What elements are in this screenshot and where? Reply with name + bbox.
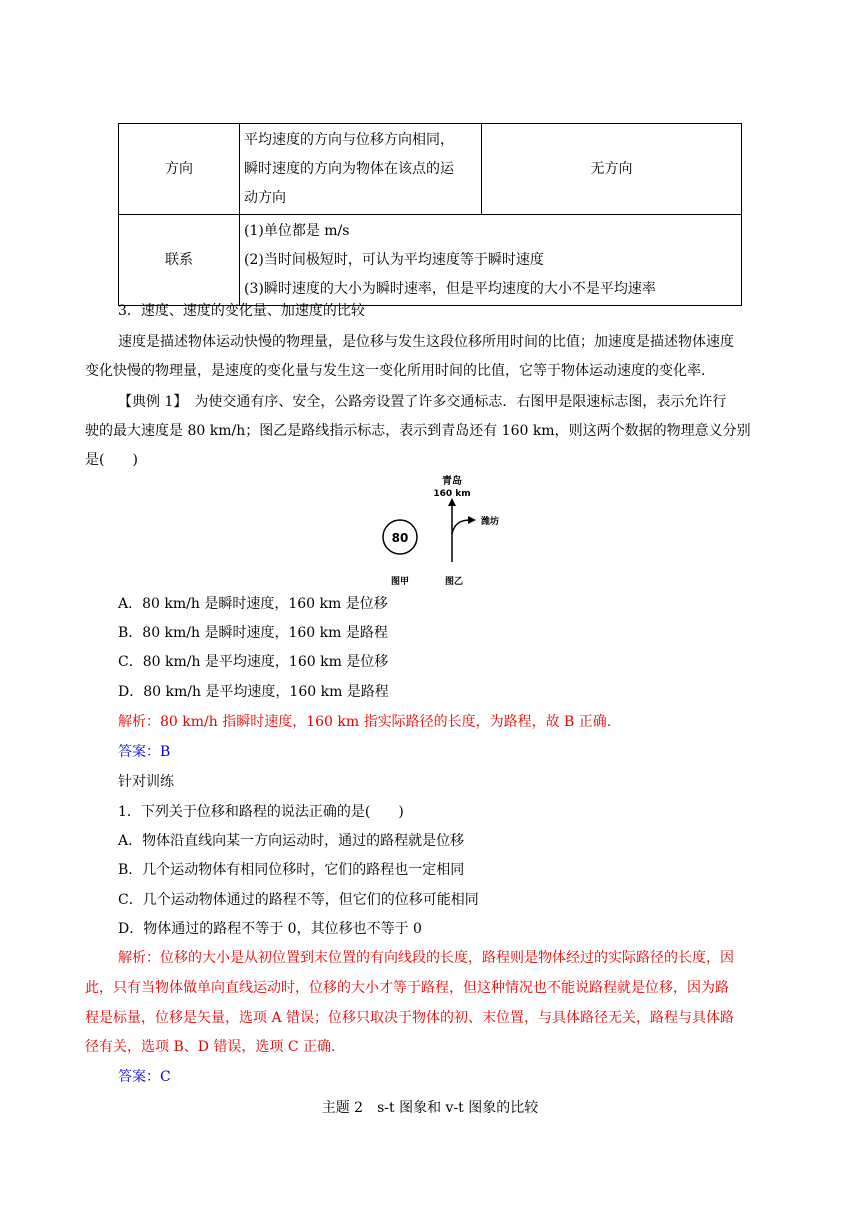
example-line: 【典例 1】 为使交通有序、安全，公路旁设置了许多交通标志．右图甲是限速标志图，表示允许行: [118, 394, 727, 410]
answer-text: 答案：C: [118, 1069, 171, 1085]
cell-line: (2)当时间极短时，可认为平均速度等于瞬时速度: [244, 251, 544, 268]
table-row: [119, 124, 742, 215]
table-cell: [240, 215, 742, 306]
speed-limit-value: 80: [391, 531, 409, 545]
topic-heading: 主题 2 s-t 图象和 v-t 图象的比较: [321, 1100, 539, 1116]
practice-question: 1．下列关于位移和路程的说法正确的是( ): [118, 804, 404, 820]
option-d: D．80 km/h 是平均速度，160 km 是路程: [118, 684, 389, 700]
table-cell: [240, 124, 482, 215]
paragraph-line: 速度是描述物体运动快慢的物理量，是位移与发生这段位移所用时间的比值；加速度是描述物体速度: [118, 334, 734, 350]
cell-line: (1)单位都是 m/s: [244, 222, 350, 239]
table-cell: 无方向: [482, 124, 742, 215]
example-line: 驶的最大速度是 80 km/h；图乙是路线指示标志，表示到青岛还有 160 km，则这两个数据的物理意义分别: [85, 423, 751, 439]
arrow-right-icon: [468, 516, 476, 524]
paragraph-line: 变化快慢的物理量，是速度的变化量与发生这一变化所用时间的比值，它等于物体运动速度的变化率．: [85, 363, 715, 379]
branch-route: [452, 520, 470, 534]
destination-distance: 160 km: [433, 489, 471, 499]
arrow-up-icon: [448, 498, 456, 506]
analysis-line: 径有关，选项 B、D 错误，选项 C 正确.: [85, 1039, 336, 1055]
branch-name: 潍坊: [481, 517, 500, 527]
answer-text: 答案：B: [118, 744, 171, 760]
cell-line: 平均速度的方向与位移方向相同，: [244, 131, 454, 148]
row-header-direction: 方向: [119, 124, 240, 215]
option-d: D．物体通过的路程不等于 0，其位移也不等于 0: [118, 921, 422, 937]
analysis-line: 此，只有当物体做单向直线运动时，位移的大小才等于路程，但这种情况也不能说路程就是位移，因为路: [85, 980, 729, 996]
option-b: B．80 km/h 是瞬时速度，160 km 是路程: [118, 625, 388, 641]
cell-line: (3)瞬时速度的大小为瞬时速率，但是平均速度的大小不是平均速率: [244, 280, 656, 297]
caption-a: 图甲: [390, 577, 410, 587]
cell-line: 瞬时速度的方向为物体在该点的运: [244, 160, 454, 177]
table-row: [119, 215, 742, 306]
practice-heading: 针对训练: [118, 774, 174, 790]
option-c: C．80 km/h 是平均速度，160 km 是位移: [118, 654, 389, 670]
option-c: C．几个运动物体通过的路程不等，但它们的位移可能相同: [118, 892, 479, 908]
option-a: A．80 km/h 是瞬时速度，160 km 是位移: [118, 596, 388, 612]
cell-line: 动方向: [244, 189, 286, 206]
row-header-relation: 联系: [119, 215, 240, 306]
option-b: B．几个运动物体有相同位移时，它们的路程也一定相同: [118, 862, 465, 878]
example-line: 是( ): [85, 452, 138, 468]
section-heading: 3．速度、速度的变化量、加速度的比较: [118, 303, 365, 319]
comparison-table: [118, 123, 742, 306]
analysis-line: 程是标量，位移是矢量，选项 A 错误；位移只取决于物体的初、末位置，与具体路径无关，路程与具体路: [85, 1010, 735, 1026]
traffic-sign-figure: [378, 474, 518, 590]
option-a: A．物体沿直线向某一方向运动时，通过的路程就是位移: [118, 833, 465, 849]
caption-b: 图乙: [444, 577, 464, 587]
analysis-text: 解析：80 km/h 指瞬时速度，160 km 指实际路径的长度，为路程，故 B 正确.: [118, 714, 612, 730]
analysis-line: 解析：位移的大小是从初位置到末位置的有向线段的长度，路程则是物体经过的实际路径的长度，因: [118, 950, 734, 966]
destination-name: 青岛: [442, 476, 462, 487]
